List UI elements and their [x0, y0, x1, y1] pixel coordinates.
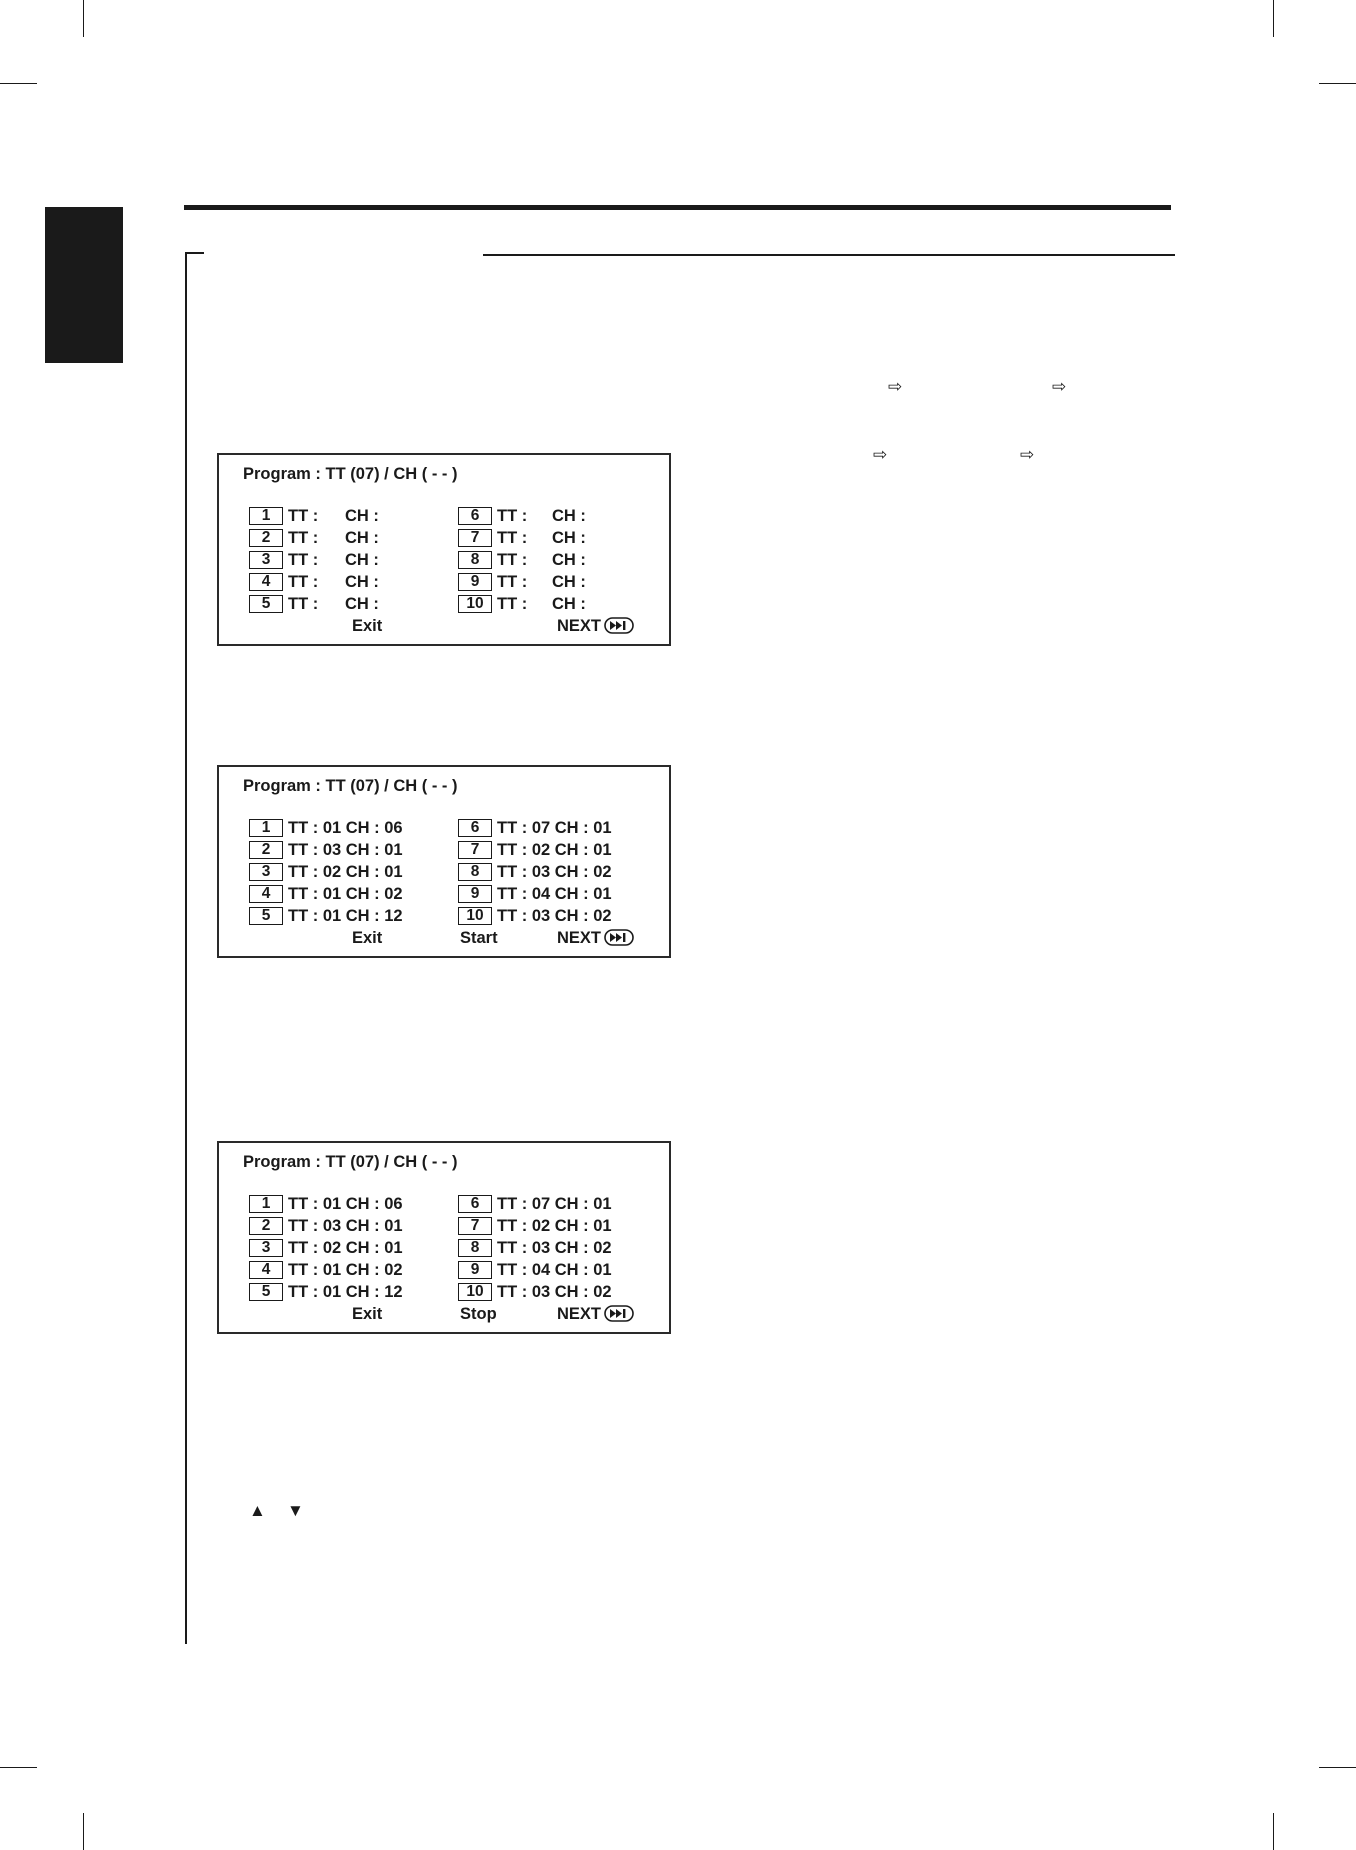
crop-mark-top-left-h	[0, 83, 37, 84]
program-number: 7	[458, 1217, 492, 1235]
program-entry: TT : 03 CH : 01	[288, 1217, 403, 1235]
program-number: 8	[458, 1239, 492, 1257]
program-number: 2	[249, 841, 283, 859]
program-number: 7	[458, 841, 492, 859]
tt-label: TT :	[497, 573, 528, 591]
language-side-tab	[45, 207, 123, 363]
fast-forward-icon	[604, 617, 634, 634]
osd-program-empty	[217, 453, 671, 646]
program-number: 7	[458, 529, 492, 547]
ch-label: CH :	[552, 595, 586, 613]
program-number: 1	[249, 819, 283, 837]
ch-label: CH :	[552, 573, 586, 591]
ch-label: CH :	[345, 573, 379, 591]
program-number: 1	[249, 507, 283, 525]
program-entry: TT : 04 CH : 01	[497, 1261, 612, 1279]
program-entry: TT : 03 CH : 02	[497, 907, 612, 925]
outline-arrow-right-icon: ⇨	[1052, 377, 1067, 396]
program-number: 10	[458, 907, 492, 925]
program-entry: TT : 01 CH : 02	[288, 1261, 403, 1279]
tt-label: TT :	[497, 507, 528, 525]
program-number: 5	[249, 595, 283, 613]
crop-mark-top-right-h	[1319, 83, 1356, 84]
section-rule	[483, 254, 1175, 256]
crop-mark-top-right-v	[1273, 0, 1274, 37]
tt-label: TT :	[288, 507, 319, 525]
up-triangle-icon: ▲	[249, 1501, 266, 1520]
osd-title: Program : TT (07) / CH ( - - )	[243, 1153, 458, 1171]
outline-arrow-right-icon: ⇨	[888, 377, 903, 396]
program-number: 1	[249, 1195, 283, 1213]
program-number: 4	[249, 885, 283, 903]
tt-label: TT :	[497, 529, 528, 547]
program-number: 6	[458, 1195, 492, 1213]
tt-label: TT :	[497, 595, 528, 613]
down-triangle-icon: ▼	[287, 1501, 304, 1520]
program-number: 9	[458, 1261, 492, 1279]
osd-program-playing	[217, 1141, 671, 1334]
program-number: 9	[458, 573, 492, 591]
osd-title: Program : TT (07) / CH ( - - )	[243, 465, 458, 483]
program-number: 4	[249, 1261, 283, 1279]
crop-mark-top-left-v	[83, 0, 84, 37]
program-number: 6	[458, 819, 492, 837]
program-entry: TT : 01 CH : 12	[288, 907, 403, 925]
header-rule	[184, 205, 1171, 210]
program-entry: TT : 07 CH : 01	[497, 819, 612, 837]
ch-label: CH :	[345, 507, 379, 525]
stop-option: Stop	[460, 1305, 497, 1323]
program-entry: TT : 07 CH : 01	[497, 1195, 612, 1213]
tt-label: TT :	[288, 595, 319, 613]
program-number: 8	[458, 863, 492, 881]
program-number: 3	[249, 863, 283, 881]
crop-mark-bottom-right-v	[1273, 1813, 1274, 1850]
next-option	[557, 617, 634, 635]
ch-label: CH :	[552, 529, 586, 547]
program-entry: TT : 02 CH : 01	[288, 863, 403, 881]
next-label: NEXT	[557, 617, 602, 635]
ch-label: CH :	[345, 595, 379, 613]
program-number: 10	[458, 595, 492, 613]
ch-label: CH :	[552, 507, 586, 525]
program-number: 3	[249, 551, 283, 569]
program-number: 4	[249, 573, 283, 591]
program-number: 10	[458, 1283, 492, 1301]
program-entry: TT : 03 CH : 01	[288, 841, 403, 859]
program-number: 9	[458, 885, 492, 903]
osd-title: Program : TT (07) / CH ( - - )	[243, 777, 458, 795]
next-option	[557, 929, 634, 947]
crop-mark-bottom-right-h	[1319, 1767, 1356, 1768]
section-bracket-left	[185, 252, 187, 1644]
program-number: 5	[249, 1283, 283, 1301]
next-label: NEXT	[557, 929, 602, 947]
exit-option: Exit	[352, 1305, 383, 1323]
program-entry: TT : 02 CH : 01	[497, 1217, 612, 1235]
program-entry: TT : 01 CH : 02	[288, 885, 403, 903]
fast-forward-icon	[604, 929, 634, 946]
program-entry: TT : 02 CH : 01	[497, 841, 612, 859]
osd-program-filled	[217, 765, 671, 958]
tt-label: TT :	[288, 529, 319, 547]
tt-label: TT :	[497, 551, 528, 569]
next-option	[557, 1305, 634, 1323]
outline-arrow-right-icon: ⇨	[1020, 445, 1035, 464]
program-number: 5	[249, 907, 283, 925]
start-option: Start	[460, 929, 498, 947]
crop-mark-bottom-left-h	[0, 1767, 37, 1768]
ch-label: CH :	[552, 551, 586, 569]
fast-forward-icon	[604, 1305, 634, 1322]
tt-label: TT :	[288, 573, 319, 591]
ch-label: CH :	[345, 529, 379, 547]
program-number: 6	[458, 507, 492, 525]
program-entry: TT : 04 CH : 01	[497, 885, 612, 903]
exit-option: Exit	[352, 617, 383, 635]
exit-option: Exit	[352, 929, 383, 947]
program-number: 2	[249, 1217, 283, 1235]
program-entry: TT : 02 CH : 01	[288, 1239, 403, 1257]
program-number: 2	[249, 529, 283, 547]
outline-arrow-right-icon: ⇨	[873, 445, 888, 464]
program-entry: TT : 03 CH : 02	[497, 1283, 612, 1301]
tt-label: TT :	[288, 551, 319, 569]
program-entry: TT : 01 CH : 06	[288, 1195, 403, 1213]
program-entry: TT : 01 CH : 06	[288, 819, 403, 837]
program-number: 8	[458, 551, 492, 569]
crop-mark-bottom-left-v	[83, 1813, 84, 1850]
program-entry: TT : 03 CH : 02	[497, 863, 612, 881]
next-label: NEXT	[557, 1305, 602, 1323]
program-entry: TT : 03 CH : 02	[497, 1239, 612, 1257]
ch-label: CH :	[345, 551, 379, 569]
program-number: 3	[249, 1239, 283, 1257]
section-bracket-top	[185, 252, 204, 254]
program-entry: TT : 01 CH : 12	[288, 1283, 403, 1301]
